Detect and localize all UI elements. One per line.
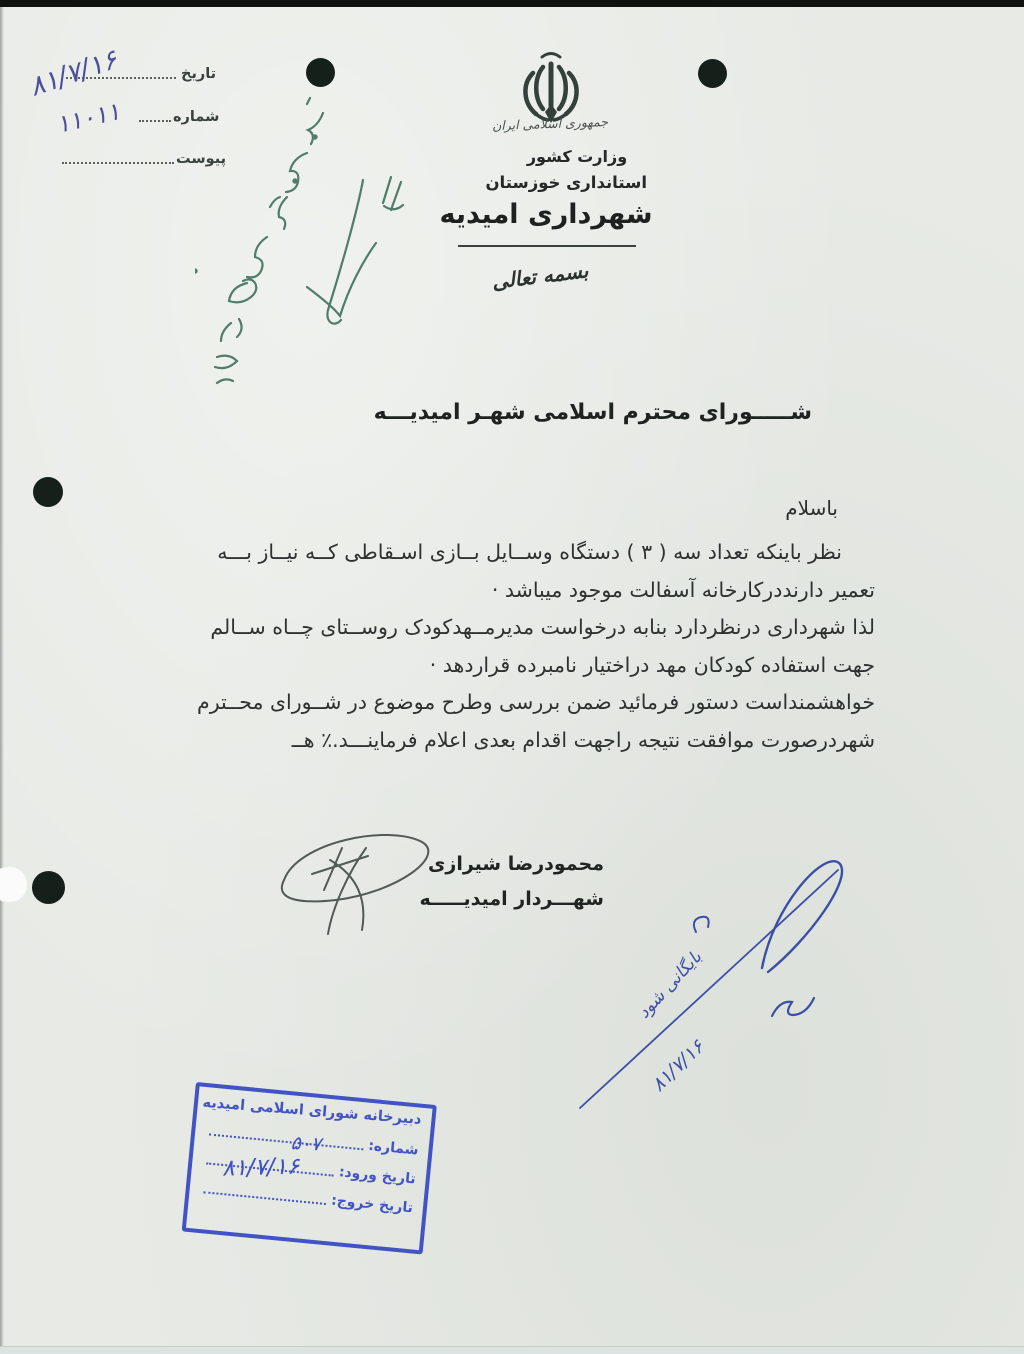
archival-note-text: بایگانی شود bbox=[633, 947, 707, 1023]
municipality-line: شهرداری امیدیه bbox=[439, 199, 653, 230]
number-dotted-line bbox=[139, 119, 171, 122]
salutation: باسلام bbox=[785, 496, 838, 520]
body-line: جهت استفاده کودکان مهد دراختیار نامبرده قراردهد · bbox=[429, 652, 875, 677]
handwritten-number: ۱۱۰۱۱ bbox=[53, 97, 123, 139]
scan-bottom-edge bbox=[0, 1346, 1024, 1354]
staple-mark-top-right bbox=[698, 59, 727, 88]
body-line: لذا شهرداری درنظردارد بنابه درخواست مدیرمــهدکودک روســتای چــاه ســالم bbox=[210, 615, 875, 640]
stamp-exit-dots bbox=[203, 1191, 326, 1205]
marginal-handwriting-green bbox=[195, 85, 435, 405]
stamp-handwritten-number: ۵۰۷ bbox=[290, 1132, 322, 1156]
attachment-label: پیوست bbox=[176, 151, 227, 167]
attachment-dotted-line bbox=[62, 161, 174, 164]
stamp-number-label: شماره: bbox=[367, 1137, 420, 1159]
number-label: شماره bbox=[173, 109, 220, 125]
secretariat-stamp bbox=[182, 1082, 437, 1255]
mayor-title: شهـــردار امیدیـــــه bbox=[419, 888, 604, 910]
stamp-handwritten-entry-date: ۸۱/۷/۱۶ bbox=[221, 1153, 300, 1182]
body-line: تعمیر دارنددرکارخانه آسفالت موجود میباشد · bbox=[491, 577, 875, 602]
scan-top-edge bbox=[0, 0, 1024, 7]
hole-punch-middle bbox=[33, 477, 63, 507]
scan-left-edge bbox=[0, 7, 4, 1354]
ministry-line: وزارت کشور bbox=[526, 147, 628, 166]
body-line: خواهشمنداست دستور فرمائید ضمن بررسی وطرح موضوع در شــورای محــترم bbox=[197, 690, 875, 715]
mayor-name: محمودرضا شیرازی bbox=[427, 853, 604, 875]
municipality-underline bbox=[458, 245, 636, 247]
republic-calligraphy: جمهوری اسلامی ایران bbox=[491, 113, 609, 134]
hole-punch-white bbox=[0, 866, 28, 903]
body-line: شهردرصورت موافقت نتیجه راجهت اقدام بعدی اعلام فرماینـــد.٪ هــ bbox=[291, 727, 875, 752]
stamp-row-exit bbox=[201, 1180, 414, 1216]
province-line: استانداری خوزستان bbox=[485, 173, 647, 192]
archival-signature-scrawl bbox=[550, 840, 860, 1130]
stamp-exit-label: تاریخ خروج: bbox=[330, 1192, 414, 1217]
stamp-number-dots bbox=[209, 1133, 363, 1150]
recipient-line: شـــــورای محترم اسلامی شهـر امیدیـــه bbox=[373, 400, 812, 425]
staple-mark-top-left bbox=[306, 58, 335, 87]
date-label: تاریخ bbox=[181, 66, 217, 82]
basmala-calligraphy: بسمه تعالی bbox=[490, 258, 590, 294]
body-line: نظر باینکه تعداد سه ( ۳ ) دستگاه وســایل بــازی اسـقاطی کــه نیــاز بـــه bbox=[217, 540, 842, 564]
archival-note-date: ۸۱/۷/۱۶ bbox=[647, 1035, 709, 1097]
stamp-title: دبیرخانه شورای اسلامی امیدیه bbox=[201, 1094, 423, 1128]
stamp-entry-label: تاریخ ورود: bbox=[338, 1164, 417, 1188]
hole-punch-lower bbox=[32, 871, 65, 904]
handwritten-date: ۸۱/۷/۱۶ bbox=[25, 44, 122, 103]
letter-body bbox=[175, 534, 875, 760]
mayor-signature-scrawl bbox=[270, 818, 450, 948]
